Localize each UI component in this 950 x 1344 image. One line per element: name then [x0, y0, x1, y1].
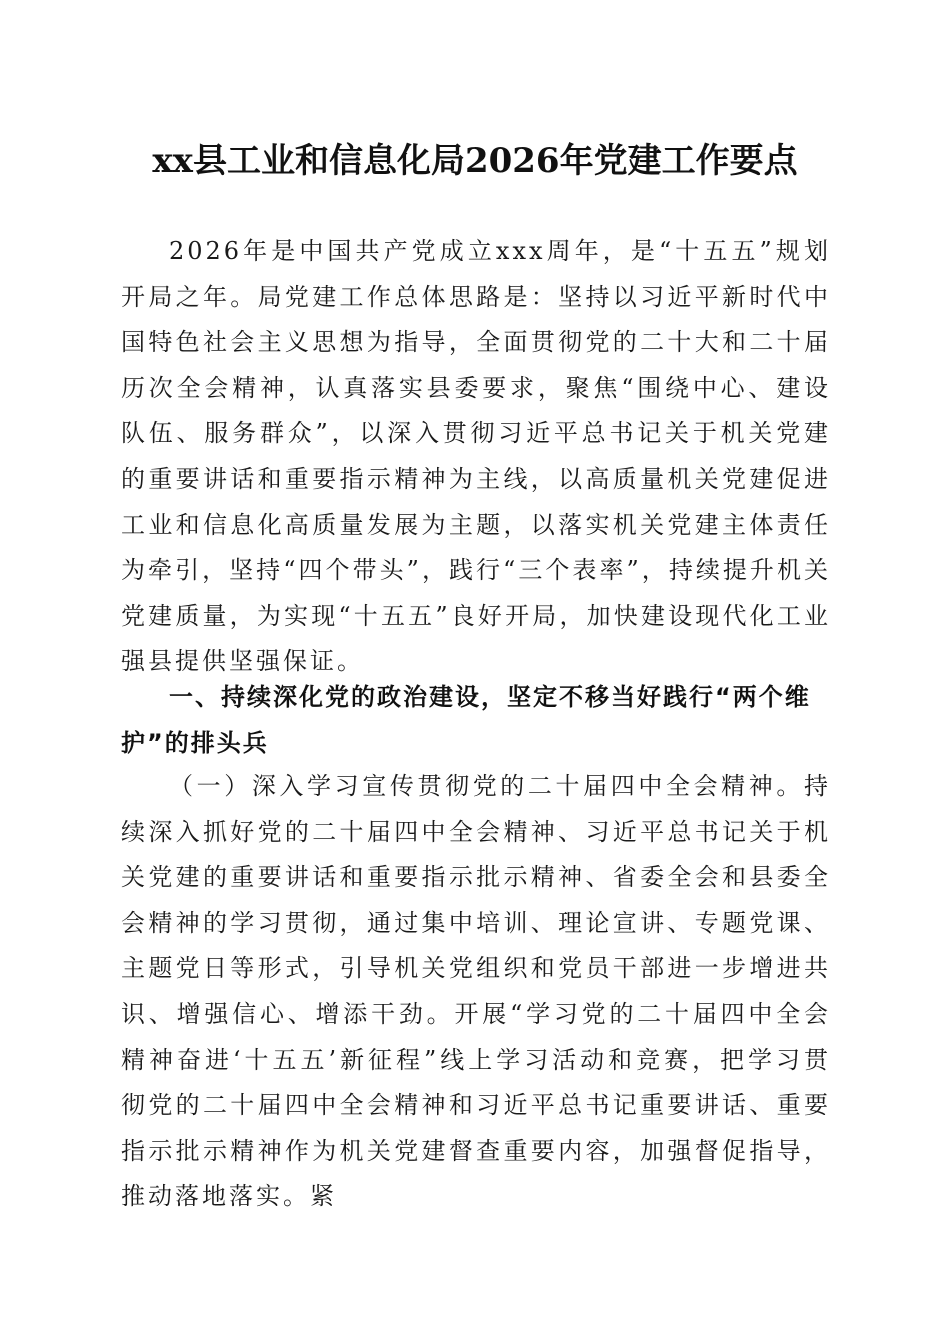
- section-1-paragraph: （一）深入学习宣传贯彻党的二十届四中全会精神。持续深入抓好党的二十届四中全会精神、习近平总书记关于机关党建的重要讲话和重要指示批示精神、省委全会和县委全会精神的学习贯彻，通过集中培训、理论宣讲、专题党课、主题党日等形式，引导机关党组织和党员干部进一步增进共识、增强信心、增添干劲。开展“学习党的二十届四中全会精神奋进‘十五五’新征程”线上学习活动和竞赛，把学习贯彻党的二十届四中全会精神和习近平总书记重要讲话、重要指示批示精神作为机关党建督查重要内容，加强督促指导，推动落地落实。紧: [121, 772, 831, 1211]
- section-heading-1: 一、持续深化党的政治建设，坚定不移当好践行“两个维护”的排头兵: [121, 683, 811, 757]
- document-title: xx县工业和信息化局2026年党建工作要点: [152, 141, 798, 181]
- intro-paragraph: 2026年是中国共产党成立xxx周年，是“十五五”规划开局之年。局党建工作总体思路是：坚持以习近平新时代中国特色社会主义思想为指导，全面贯彻党的二十大和二十届历次全会精神，认真落实县委要求，聚焦“围绕中心、建设队伍、服务群众”，以深入贯彻习近平总书记关于机关党建的重要讲话和重要指示精神为主线，以高质量机关党建促进工业和信息化高质量发展为主题，以落实机关党建主体责任为牵引，坚持“四个带头”，践行“三个表率”，持续提升机关党建质量，为实现“十五五”良好开局，加快建设现代化工业强县提供坚强保证。: [121, 237, 831, 676]
